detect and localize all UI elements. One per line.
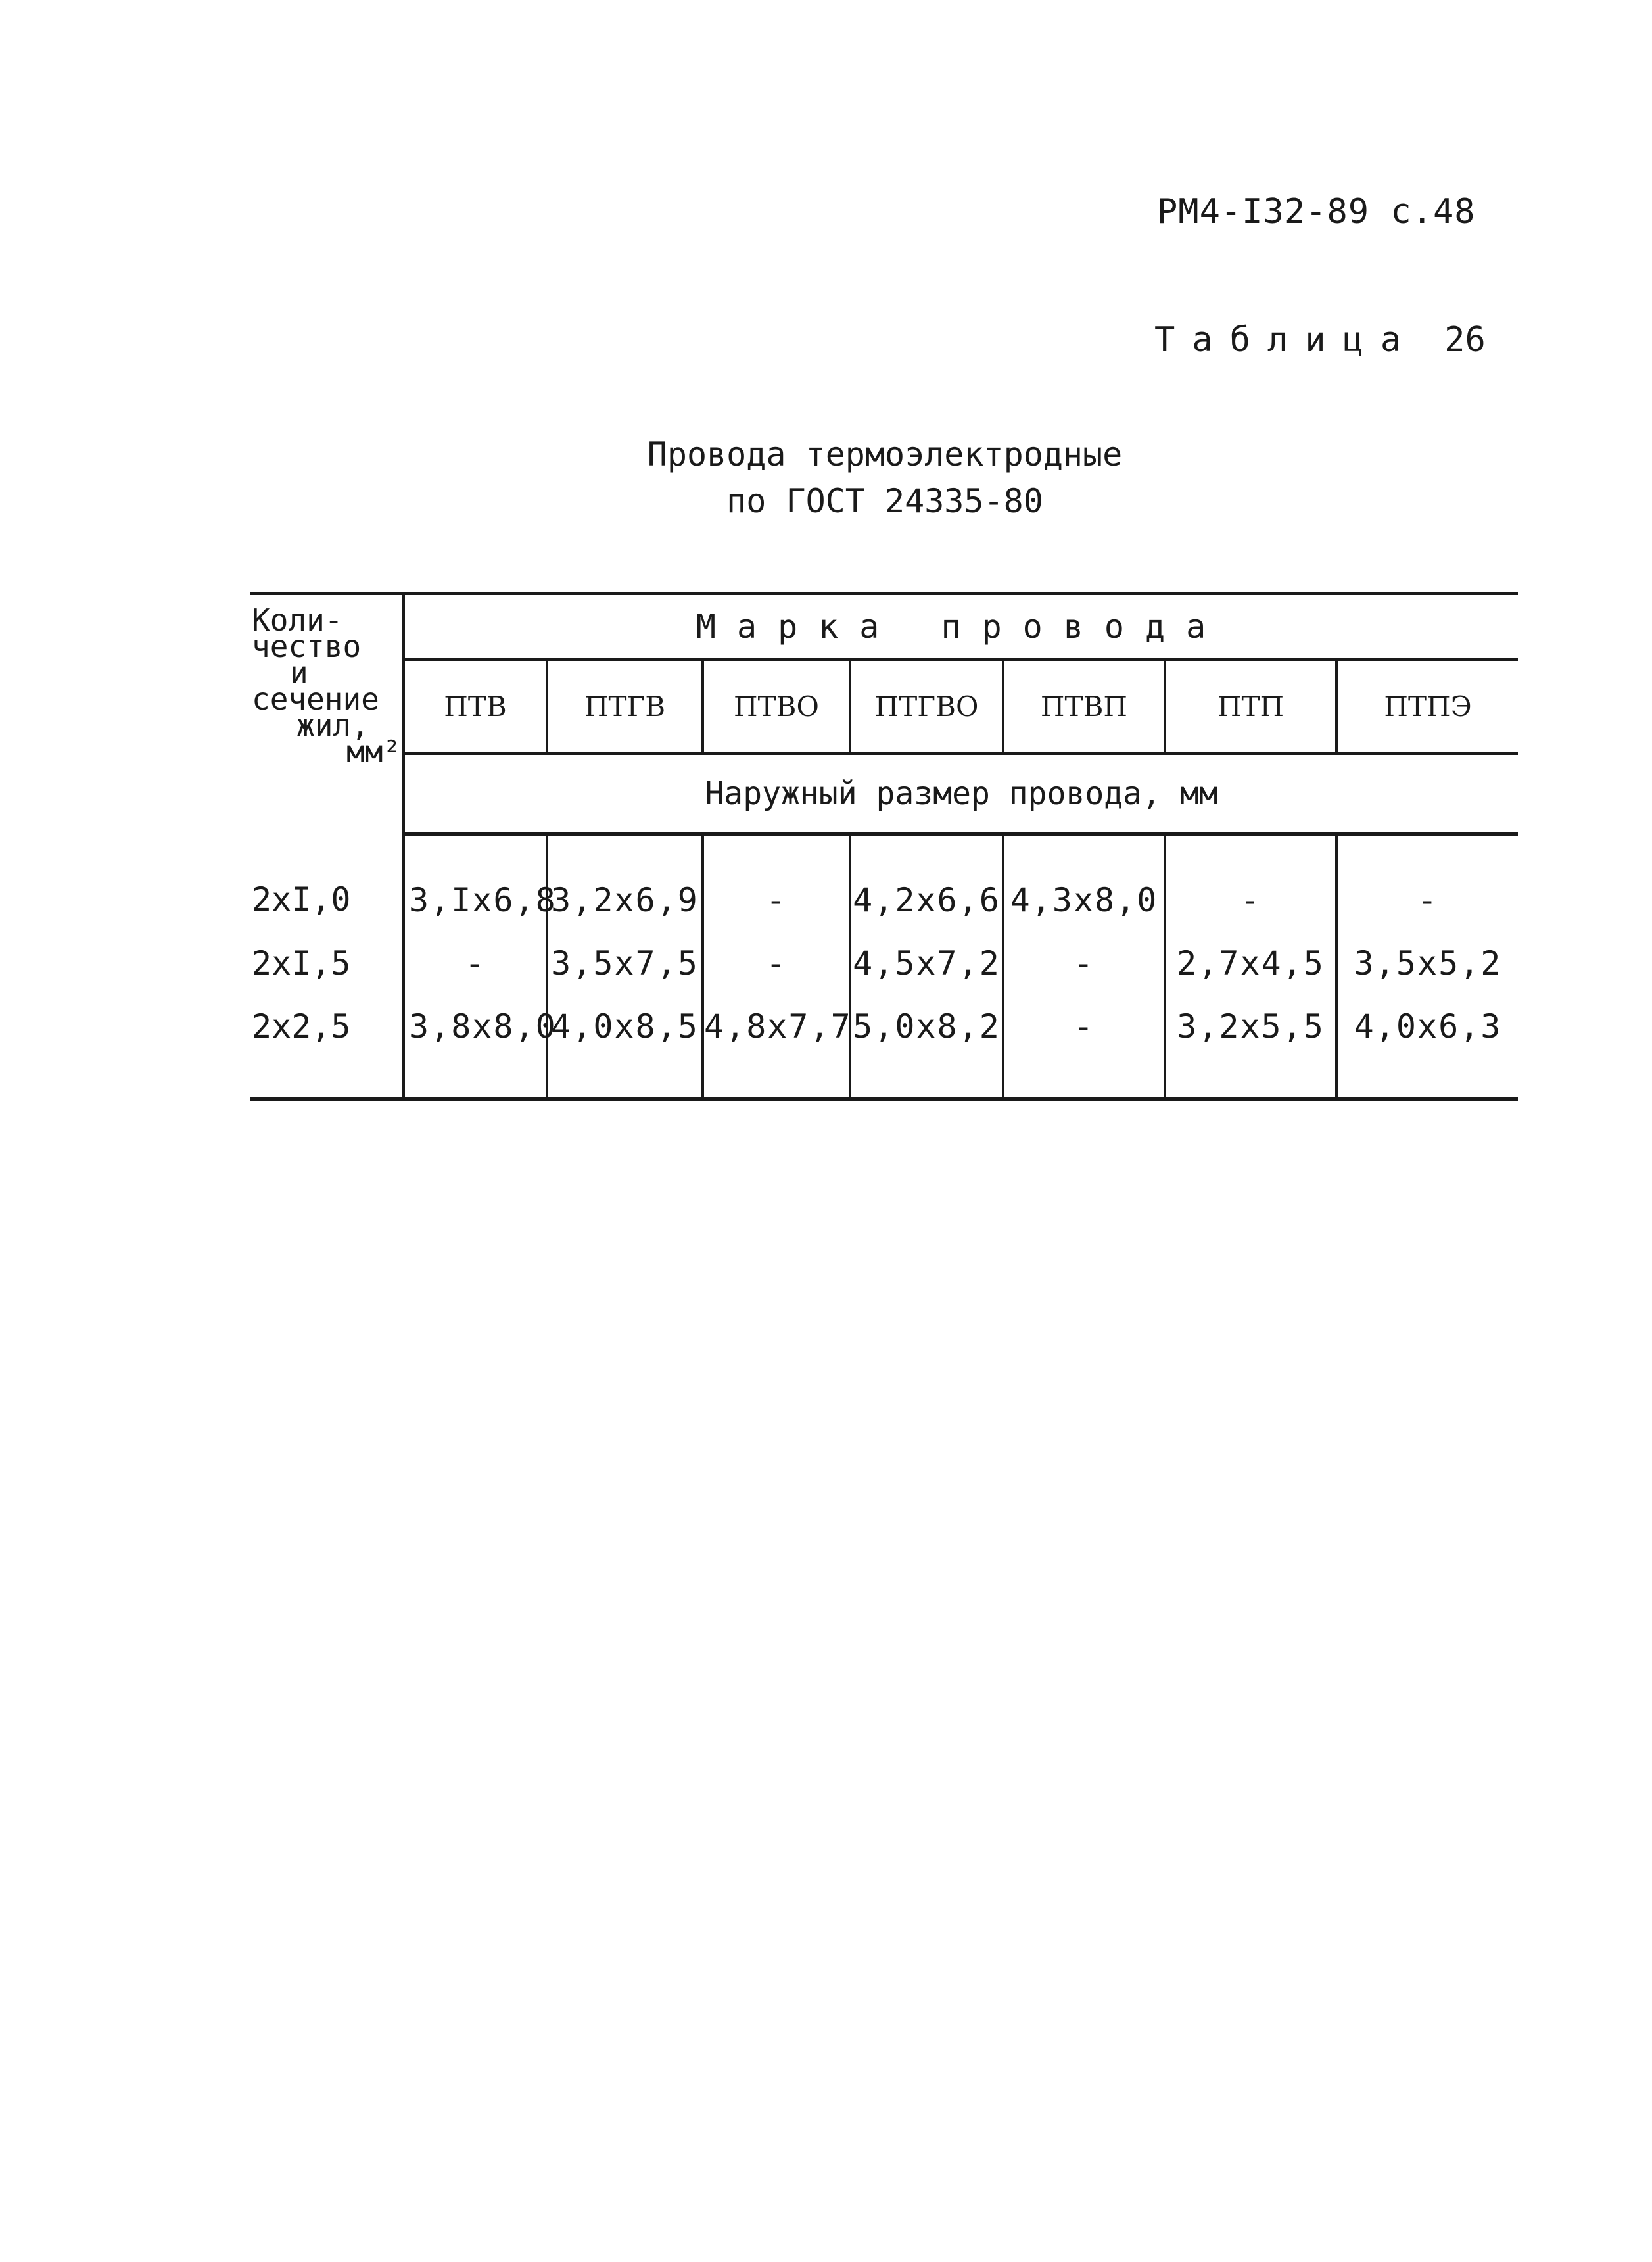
table-cell: 3,8х8,0	[404, 995, 547, 1099]
table-cell: 4,8х7,7	[703, 995, 850, 1099]
table-cell: 4,0х8,5	[547, 995, 703, 1099]
row-label-line: и	[290, 655, 308, 690]
table-cell: -	[1165, 834, 1336, 932]
brand-header-cell: ПТП	[1165, 660, 1336, 754]
table-cell: 3,Iх6,8	[404, 834, 547, 932]
table-cell: 3,5х5,2	[1336, 932, 1518, 995]
table-cell: -	[703, 932, 850, 995]
document-title-line-2: по ГОСТ 24335-80	[726, 482, 1043, 520]
table-cell: 3,5х7,5	[547, 932, 703, 995]
table-cell: 4,3х8,0	[1003, 834, 1165, 932]
brand-header-cell: ПТВО	[703, 660, 850, 754]
table-row	[250, 932, 1518, 995]
table-row	[250, 995, 1518, 1099]
table-cell: 4,2х6,6	[850, 834, 1003, 932]
row-label-line: сечение	[252, 681, 379, 717]
table-cell: 4,0х6,3	[1336, 995, 1518, 1099]
table-cell: 2,7х4,5	[1165, 932, 1336, 995]
document-title-line-1: Провода термоэлектродные	[647, 435, 1123, 473]
brand-header-cell: ПТВП	[1003, 660, 1165, 754]
row-label-cell: 2хI,5	[252, 944, 351, 982]
table-cell: 3,2х5,5	[1165, 995, 1336, 1099]
table-cell: -	[1336, 834, 1518, 932]
table-caption	[1154, 320, 1486, 360]
table-cell: -	[703, 834, 850, 932]
row-label-line: чество	[252, 629, 362, 664]
page-reference: РМ4-I32-89 с.48	[1157, 192, 1476, 231]
wire-size-table	[250, 592, 1518, 1101]
row-label-cell: 2х2,5	[250, 995, 404, 1099]
table-row	[250, 834, 1518, 932]
brand-header-cell: ПТПЭ	[1336, 660, 1518, 754]
brand-header-cell: ПТГВО	[850, 660, 1003, 754]
table-cell: -	[404, 932, 547, 995]
row-label-line: жил,	[296, 708, 369, 743]
size-header: Наружный размер провода, мм	[404, 754, 1518, 834]
row-label-header	[250, 594, 404, 834]
brand-header-cell: ПТГВ	[547, 660, 703, 754]
brand-header: Марка провода	[404, 594, 1518, 660]
brand-header-cell: ПТВ	[404, 660, 547, 754]
row-label-line: Коли-	[252, 602, 343, 638]
table-cell: 4,5х7,2	[850, 932, 1003, 995]
table-caption-word: Таблица	[1154, 320, 1419, 360]
table-caption-number: 26	[1444, 320, 1486, 360]
row-label-cell: 2хI,0	[252, 880, 351, 919]
table-cell: -	[1003, 932, 1165, 995]
row-label-line: мм²	[346, 734, 402, 769]
table-cell: 5,0х8,2	[850, 995, 1003, 1099]
table-cell: -	[1003, 995, 1165, 1099]
table-cell: 3,2х6,9	[547, 834, 703, 932]
